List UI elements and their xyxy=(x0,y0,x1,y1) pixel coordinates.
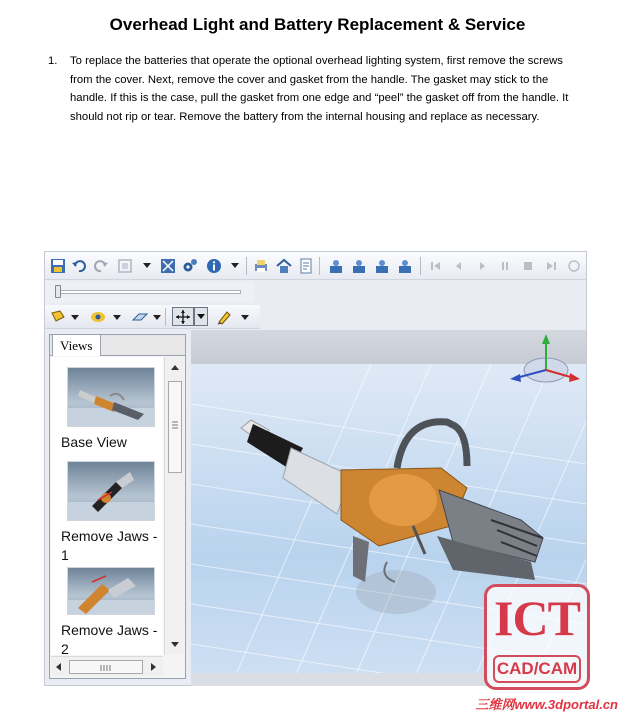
camera-iso-icon[interactable] xyxy=(396,257,413,274)
undo-icon[interactable] xyxy=(70,257,87,274)
fit-view-icon[interactable] xyxy=(116,257,133,274)
chevron-down-icon[interactable] xyxy=(153,315,161,320)
view-label[interactable]: Remove Jaws - 1 xyxy=(61,528,158,563)
zoom-extents-icon[interactable] xyxy=(159,257,176,274)
views-horizontal-scrollbar[interactable] xyxy=(51,656,163,676)
render-toolbar xyxy=(45,305,260,329)
print-icon[interactable] xyxy=(252,257,269,274)
scroll-left-icon[interactable] xyxy=(56,663,61,671)
views-panel xyxy=(49,334,186,679)
toolbar-separator xyxy=(319,257,320,275)
slider-track xyxy=(59,290,241,294)
watermark-sub: CAD/CAM xyxy=(493,655,581,683)
chevron-down-icon[interactable] xyxy=(143,263,151,268)
slider-thumb[interactable] xyxy=(55,285,61,298)
views-list xyxy=(51,357,163,655)
view-thumbnail-remove-jaws-1[interactable] xyxy=(67,461,155,521)
orientation-triad-icon[interactable] xyxy=(506,330,582,392)
chevron-down-icon[interactable] xyxy=(113,315,121,320)
main-toolbar xyxy=(45,252,586,280)
move-dropdown-button[interactable] xyxy=(194,307,208,326)
watermark-brand: ICT xyxy=(494,590,580,646)
view-label[interactable]: Base View xyxy=(61,434,127,450)
tab-views[interactable]: Views xyxy=(52,334,101,356)
chevron-down-icon[interactable] xyxy=(71,315,79,320)
info-icon[interactable] xyxy=(205,257,222,274)
scroll-down-icon[interactable] xyxy=(171,642,179,647)
highlight-icon[interactable] xyxy=(215,308,232,325)
camera-front-icon[interactable] xyxy=(327,257,344,274)
chevron-down-icon[interactable] xyxy=(241,315,249,320)
view-thumbnail-remove-jaws-2[interactable] xyxy=(67,567,155,615)
loop-icon[interactable] xyxy=(565,257,582,274)
move-icon[interactable] xyxy=(172,307,194,326)
first-icon[interactable] xyxy=(427,257,444,274)
watermark-url: 三维网www.3dportal.cn xyxy=(475,697,618,712)
home-icon[interactable] xyxy=(275,257,292,274)
step-text: To replace the batteries that operate the optional overhead lighting system, first remove the screws from the cover. Next, remove the cover and gasket from the handle. The gasket may stick to the handle. If this is the case, pull the gasket from one edge and “peel” the gasket off from the handle. It should not rip or tear. Remove the battery from the internal housing and replace as necessary. xyxy=(70,55,569,124)
stop-icon[interactable] xyxy=(519,257,536,274)
scroll-up-icon[interactable] xyxy=(171,365,179,370)
play-icon[interactable] xyxy=(473,257,490,274)
views-vertical-scrollbar[interactable] xyxy=(164,357,184,655)
redo-icon[interactable] xyxy=(92,257,109,274)
view-label[interactable]: Remove Jaws - 2 xyxy=(61,622,158,655)
pause-icon[interactable] xyxy=(496,257,513,274)
toolbar-separator xyxy=(165,308,166,326)
visibility-icon[interactable] xyxy=(89,308,106,325)
view-thumbnail-base-view[interactable] xyxy=(67,367,155,427)
camera-side-icon[interactable] xyxy=(373,257,390,274)
shading-icon[interactable] xyxy=(49,308,66,325)
section-plane-icon[interactable] xyxy=(131,308,148,325)
timeline-slider[interactable] xyxy=(45,281,255,303)
prev-icon[interactable] xyxy=(450,257,467,274)
camera-top-icon[interactable] xyxy=(350,257,367,274)
scrollbar-thumb[interactable] xyxy=(69,660,143,674)
scroll-right-icon[interactable] xyxy=(151,663,156,671)
toolbar-separator xyxy=(246,257,247,275)
save-icon[interactable] xyxy=(49,257,66,274)
settings-icon[interactable] xyxy=(181,257,198,274)
watermark-logo xyxy=(484,584,590,690)
scrollbar-thumb[interactable] xyxy=(168,381,182,473)
last-icon[interactable] xyxy=(542,257,559,274)
notes-icon[interactable] xyxy=(297,257,314,274)
step-number: 1. xyxy=(48,55,58,67)
chevron-down-icon[interactable] xyxy=(231,263,239,268)
page-title: Overhead Light and Battery Replacement & Service xyxy=(109,15,526,34)
toolbar-separator xyxy=(420,257,421,275)
